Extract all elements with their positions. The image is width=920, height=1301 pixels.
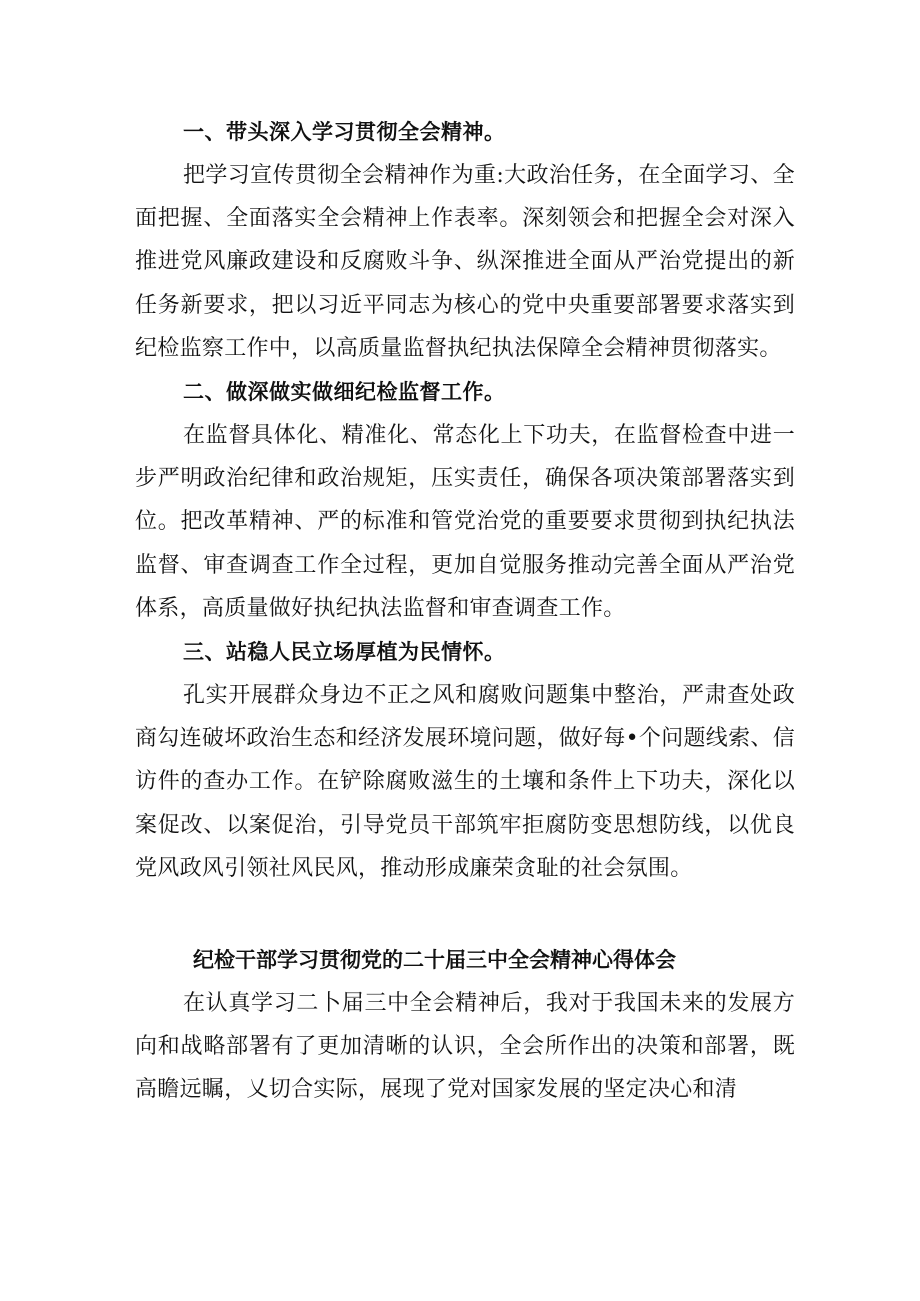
article-intro: 在认真学习二卜届三中全会精神后，我对于我国未来的发展方向和战略部署有了更加清晰的认识，全会所作出的决策和部署，既高瞻远瞩，乂切合实际，展现了党对国家发展的坚定决心和清 — [135, 991, 795, 1103]
section-body-1: 把学习宣传贯彻全会精神作为重:大政治任务，在全面学习、全面把握、全面落实全会精神上作表率。深刻领会和把握全会对深入推进党风廉政建设和反腐败斗争、纵深推进全面从严治党提出的新任务新要求，把以习近平同志为核心的党中央重要部署要求落实到纪检监察工作中，以高质量监督执纪执法保障全会精神贯彻落实。 — [135, 163, 795, 361]
section-body-2: 在监督具体化、精准化、常态化上下功夫，在监督检查中进一步严明政治纪律和政治规矩，压实责任，确保各项决策部署落实到位。把改革精神、严的标准和管党治党的重要要求贯彻到执纪执法监督、审查调查工作全过程，更加自觉服务推动完善全面从严治党体系，高质量做好执纪执法监督和审查调查工作。 — [135, 423, 795, 621]
section-spacer — [135, 890, 795, 938]
section-heading-3: 三、站稳人民立场厚植为民情怀。 — [183, 640, 506, 665]
section-heading-1: 一、带头深入学习贯彻全会精神。 — [183, 120, 506, 144]
article-title: 纪检干部学习贯彻党的二十届三中全会精神心得体会 — [193, 948, 676, 973]
document-content — [135, 110, 795, 1112]
section-heading-2: 二、做深做实做细纪检监督工作。 — [183, 380, 506, 405]
section-body-3: 孔实开展群众身边不正之风和腐败问题集中整治，严肃查处政商勾连破坏政治生态和经济发展环境问题，做好每•个问题线索、信访件的查办工作。在铲除腐败滋生的土壤和条件上下功夫，深化以案促改、以案促治，引导党员干部筑牢拒腐防变思想防线，以优良党风政风引领社风民风，推动形成廉荣贪耻的社会氛围。 — [135, 683, 795, 881]
